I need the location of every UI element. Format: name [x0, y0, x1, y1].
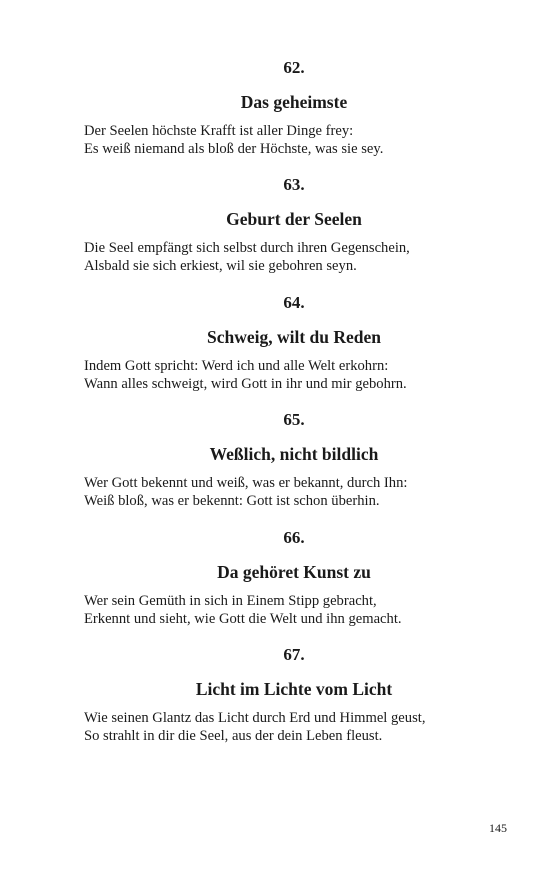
verse-line: Wer sein Gemüth in sich in Einem Stipp gebracht, — [84, 593, 377, 609]
epigram-number: 67. — [283, 645, 305, 664]
epigram-62 — [84, 58, 504, 158]
epigram-title: Licht im Lichte vom Licht — [195, 679, 393, 699]
epigram-title: Weßlich, nicht bildlich — [209, 444, 379, 464]
epigram-66 — [84, 528, 504, 628]
verse-line: Wie seinen Glantz das Licht durch Erd und Himmel geust, — [84, 710, 426, 726]
verse-line: Indem Gott spricht: Werd ich und alle Welt erkohrn: — [84, 358, 389, 374]
verse-line: Wer Gott bekennt und weiß, was er bekannt, durch Ihn: — [84, 475, 408, 491]
epigram-verse — [84, 239, 504, 275]
epigram-verse — [84, 474, 504, 510]
epigram-number: 66. — [283, 528, 305, 547]
epigram-verse — [84, 592, 504, 628]
page-number: 145 — [489, 821, 507, 835]
verse-line: Es weiß niemand als bloß der Höchste, was sie sey. — [84, 141, 384, 157]
epigram-title: Schweig, wilt du Reden — [206, 327, 382, 347]
epigram-verse — [84, 122, 504, 158]
epigram-verse — [84, 357, 504, 393]
epigram-65 — [84, 410, 504, 510]
epigram-63 — [84, 175, 504, 275]
verse-line: Weiß bloß, was er bekennt: Gott ist schon überhin. — [84, 493, 380, 509]
verse-line: Erkennt und sieht, wie Gott die Welt und ihn gemacht. — [84, 611, 402, 627]
verse-line: Der Seelen höchste Krafft ist aller Dinge frey: — [84, 123, 354, 139]
epigram-title: Geburt der Seelen — [226, 209, 362, 229]
epigram-number: 62. — [283, 58, 305, 77]
verse-line: Die Seel empfängt sich selbst durch ihren Gegenschein, — [84, 240, 410, 256]
epigram-number: 65. — [283, 410, 305, 429]
epigram-64 — [84, 293, 504, 393]
verse-line: Alsbald sie sich erkiest, wil sie gebohren seyn. — [84, 258, 357, 274]
epigram-number: 64. — [283, 293, 305, 312]
epigram-67 — [84, 645, 504, 745]
epigram-title: Da gehöret Kunst zu — [217, 562, 371, 582]
verse-line: So strahlt in dir die Seel, aus der dein Leben fleust. — [84, 728, 383, 744]
epigram-verse — [84, 709, 504, 745]
verse-line: Wann alles schweigt, wird Gott in ihr und mir gebohrn. — [84, 376, 407, 392]
epigram-title: Das geheimste — [240, 92, 348, 112]
epigram-number: 63. — [283, 175, 305, 194]
